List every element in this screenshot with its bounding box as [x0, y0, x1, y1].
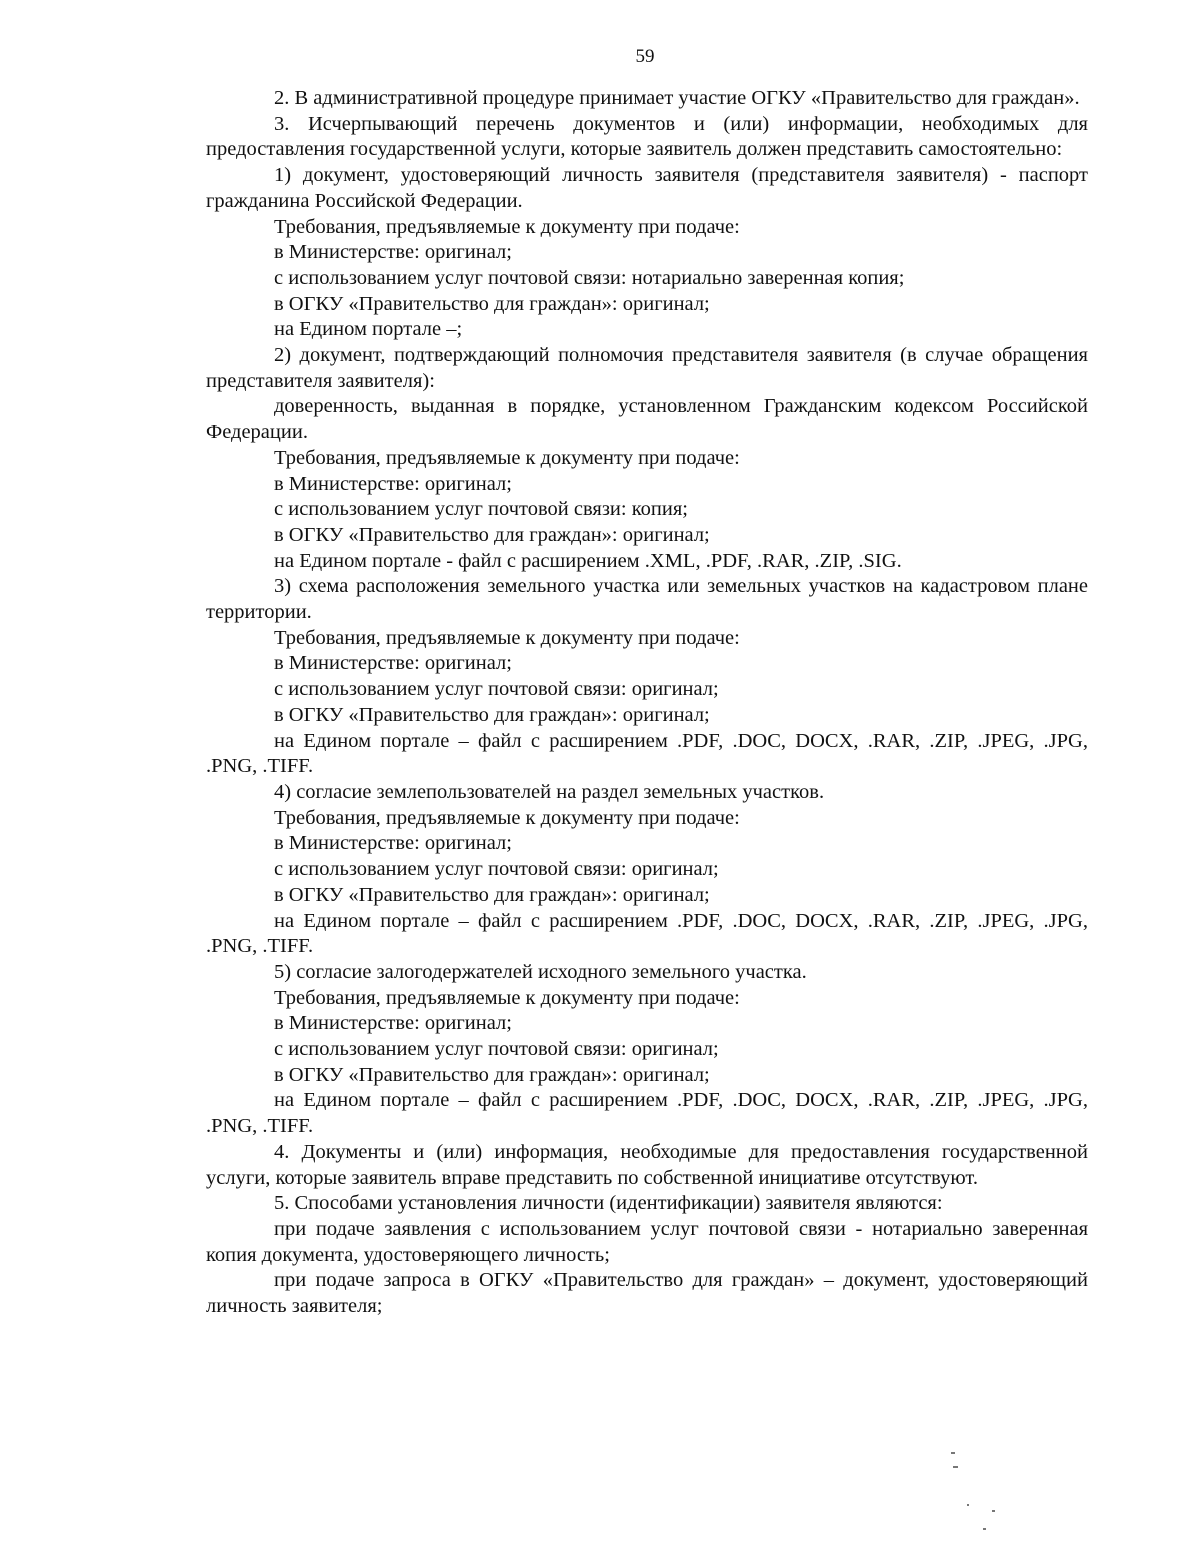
paragraph: в Министерстве: оригинал;	[274, 1012, 512, 1035]
paragraph: Требования, предъявляемые к документу при подаче:	[274, 626, 740, 649]
paragraph: 3. Исчерпывающий перечень документов и (или) информации, необходимых для предоставления государственной услуги, которые заявитель должен представить самостоятельно:	[206, 112, 1088, 161]
paragraph: при подаче заявления с использованием услуг почтовой связи - нотариально заверенная копия документа, удостоверяющего личность;	[206, 1217, 1088, 1266]
paragraph: с использованием услуг почтовой связи: оригинал;	[274, 1038, 719, 1061]
scan-speck	[967, 1504, 969, 1506]
paragraph: 5) согласие залогодержателей исходного земельного участка.	[274, 960, 807, 983]
paragraph: 4) согласие землепользователей на раздел земельных участков.	[274, 780, 825, 803]
paragraph: в ОГКУ «Правительство для граждан»: оригинал;	[274, 292, 710, 315]
scan-speck	[953, 1466, 958, 1468]
paragraph: в Министерстве: оригинал;	[274, 241, 512, 264]
paragraph: в Министерстве: оригинал;	[274, 652, 512, 675]
scan-speck	[983, 1528, 986, 1530]
paragraph: на Едином портале –;	[274, 318, 463, 341]
paragraph: на Едином портале – файл с расширением .PDF, .DOC, DOCX, .RAR, .ZIP, .JPEG, .JPG, .PNG, .TIFF.	[206, 729, 1088, 778]
paragraph: Требования, предъявляемые к документу при подаче:	[274, 215, 740, 238]
paragraph: с использованием услуг почтовой связи: оригинал;	[274, 858, 719, 881]
paragraph: в ОГКУ «Правительство для граждан»: оригинал;	[274, 523, 710, 546]
paragraph: Требования, предъявляемые к документу при подаче:	[274, 806, 740, 829]
paragraph: на Едином портале – файл с расширением .PDF, .DOC, DOCX, .RAR, .ZIP, .JPEG, .JPG, .PNG, .TIFF.	[206, 909, 1088, 958]
paragraph: с использованием услуг почтовой связи: копия;	[274, 498, 688, 521]
paragraph: в Министерстве: оригинал;	[274, 472, 512, 495]
paragraph: на Едином портале - файл с расширением .XML, .PDF, .RAR, .ZIP, .SIG.	[274, 549, 902, 572]
paragraph: в ОГКУ «Правительство для граждан»: оригинал;	[274, 1063, 710, 1086]
paragraph: 3) схема расположения земельного участка или земельных участков на кадастровом плане территории.	[206, 575, 1088, 624]
paragraph: Требования, предъявляемые к документу при подаче:	[274, 446, 740, 469]
paragraph: при подаче запроса в ОГКУ «Правительство для граждан» – документ, удостоверяющий личность заявителя;	[206, 1269, 1088, 1318]
paragraph: в Министерстве: оригинал;	[274, 832, 512, 855]
paragraph: 1) документ, удостоверяющий личность заявителя (представителя заявителя) - паспорт гражданина Российской Федерации.	[206, 164, 1088, 212]
paragraph: 2) документ, подтверждающий полномочия представителя заявителя (в случае обращения представителя заявителя):	[206, 344, 1088, 392]
paragraph: с использованием услуг почтовой связи: нотариально заверенная копия;	[274, 266, 905, 289]
paragraph: 2. В административной процедуре принимает участие ОГКУ «Правительство для граждан».	[274, 87, 1080, 109]
paragraph: в ОГКУ «Правительство для граждан»: оригинал;	[274, 703, 710, 726]
paragraph: 5. Способами установления личности (идентификации) заявителя являются:	[274, 1192, 943, 1215]
scan-speck	[992, 1510, 995, 1512]
scan-speck	[951, 1452, 955, 1454]
paragraph: доверенность, выданная в порядке, установленном Гражданским кодексом Российской Федерации.	[206, 395, 1088, 444]
paragraph: 4. Документы и (или) информация, необходимые для предоставления государственной услуги, которые заявитель вправе представить по собственной инициативе отсутствуют.	[206, 1140, 1088, 1189]
paragraph: в ОГКУ «Правительство для граждан»: оригинал;	[274, 883, 710, 906]
document-body	[206, 86, 1088, 1320]
page-number: 59	[635, 46, 655, 67]
paragraph: Требования, предъявляемые к документу при подаче:	[274, 986, 740, 1009]
paragraph: с использованием услуг почтовой связи: оригинал;	[274, 678, 719, 701]
paragraph: на Едином портале – файл с расширением .PDF, .DOC, DOCX, .RAR, .ZIP, .JPEG, .JPG, .PNG, .TIFF.	[206, 1089, 1088, 1138]
